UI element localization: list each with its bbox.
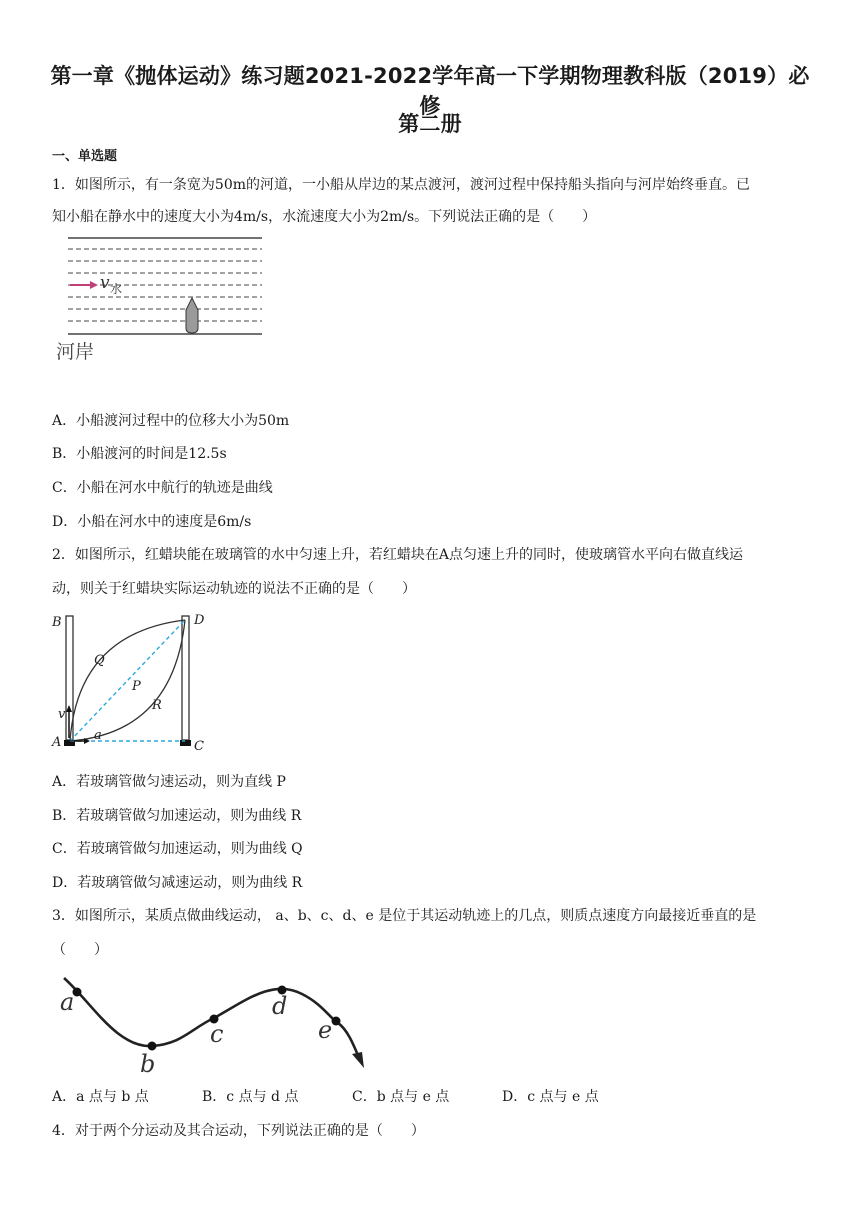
q3-stem-line2: （ ）: [52, 942, 108, 958]
q2-option-d: D．若玻璃管做匀减速运动，则为曲线 R: [52, 875, 303, 891]
q1-fig-v-label: v: [100, 273, 110, 293]
q3-option-a: A．a 点与 b 点: [52, 1089, 149, 1105]
q1-fig-bank-label: 河岸: [56, 341, 95, 363]
q3-trajectory-figure: [52, 968, 382, 1083]
q3-options-row: [0, 1086, 860, 1106]
q2-label-c: C: [194, 739, 204, 754]
section-heading: 一、单选题: [52, 149, 118, 164]
q1-option-a: A．小船渡河过程中的位移大小为50m: [52, 413, 290, 429]
q2-label-b: B: [52, 615, 62, 630]
q3-point-e: e: [318, 1016, 333, 1044]
q2-stem-line2: 动，则关于红蜡块实际运动轨迹的说法不正确的是（ ）: [52, 581, 416, 597]
q2-label-r: R: [152, 698, 162, 713]
q2-label-d: D: [194, 613, 205, 628]
q3-option-c: C．b 点与 e 点: [352, 1089, 450, 1105]
q2-option-c: C．若玻璃管做匀加速运动，则为曲线 Q: [52, 841, 303, 857]
q2-stem-line1: 2．如图所示，红蜡块能在玻璃管的水中匀速上升，若红蜡块在A点匀速上升的同时，使玻璃管水平向右做直线运: [52, 547, 744, 563]
q4-stem-line1: 4．对于两个分运动及其合运动，下列说法正确的是（ ）: [52, 1123, 425, 1139]
q3-point-a: a: [60, 988, 75, 1016]
q1-option-c: C．小船在河水中航行的轨迹是曲线: [52, 480, 273, 496]
q1-stem-line2: 知小船在静水中的速度大小为4m/s，水流速度大小为2m/s。下列说法正确的是（ ）: [52, 209, 597, 225]
q3-option-d: D．c 点与 e 点: [502, 1089, 599, 1105]
boat-icon: [186, 298, 198, 333]
q3-option-b: B．c 点与 d 点: [202, 1089, 299, 1105]
q2-option-b: B．若玻璃管做匀加速运动，则为曲线 R: [52, 808, 302, 824]
document-title-line1: 第一章《抛体运动》练习题2021-2022学年高一下学期物理教科版（2019）必修: [50, 64, 810, 118]
q2-option-a: A．若玻璃管做匀速运动，则为直线 P: [52, 774, 286, 790]
q1-fig-v-subscript: 水: [110, 282, 123, 296]
q3-point-b: b: [140, 1050, 156, 1078]
q2-label-q: Q: [94, 653, 105, 668]
q3-stem-line1: 3．如图所示，某质点做曲线运动， a、b、c、d、e 是位于其运动轨迹上的几点，则质点速度方向最接近垂直的是: [52, 908, 757, 924]
q2-glass-tube-figure: [48, 608, 218, 758]
q1-river-figure: [48, 232, 278, 372]
water-velocity-arrow: [70, 281, 98, 289]
q2-label-p: P: [132, 679, 141, 694]
q3-point-c: c: [210, 1020, 224, 1048]
q1-stem-line1: 1．如图所示，有一条宽为50m的河道，一小船从岸边的某点渡河，渡河过程中保持船头指向与河岸始终垂直。已: [52, 177, 750, 193]
q1-option-b: B．小船渡河的时间是12.5s: [52, 446, 227, 462]
q1-option-d: D．小船在河水中的速度是6m/s: [52, 514, 252, 530]
q2-label-a-accel: a: [94, 728, 102, 743]
document-title-line2: 第二册: [398, 112, 462, 136]
q2-label-v: v: [58, 707, 66, 722]
q2-label-a-point: A: [52, 735, 62, 750]
q3-point-d: d: [272, 992, 288, 1020]
